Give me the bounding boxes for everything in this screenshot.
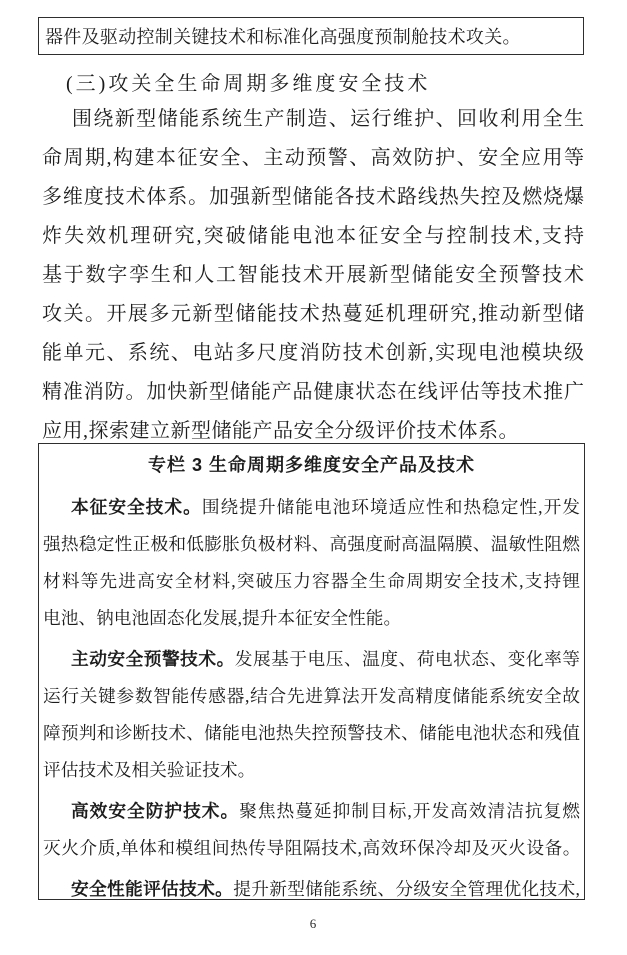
previous-panel-continuation-box [38, 17, 584, 55]
body-paragraph [42, 100, 584, 451]
body-line: 能单元、系统、电站多尺度消防技术创新,实现电池模块级 [42, 342, 584, 364]
page-number: 6 [309, 916, 318, 931]
body-line: 多维度技术体系。加强新型储能各技术路线热失控及燃烧爆 [42, 186, 584, 208]
column-panel-3 [38, 443, 585, 900]
panel-line-text: 发展基于电压、温度、荷电状态、变化率等 [234, 649, 580, 669]
panel-line: 评估技术及相关验证技术。 [43, 760, 256, 780]
panel-content [43, 451, 580, 900]
body-line: 炸失效机理研究,突破储能电池本征安全与控制技术,支持 [42, 225, 584, 247]
panel-line [43, 641, 580, 678]
section-heading: (三)攻关全生命周期多维度安全技术 [66, 73, 431, 95]
panel-line: 障预判和诊断技术、储能电池热失控预警技术、储能电池状态和残值 [43, 723, 580, 743]
panel-line-text: 聚焦热蔓延抑制目标,开发高效清洁抗复燃 [239, 801, 580, 821]
body-line: 精准消防。加快新型储能产品健康状态在线评估等技术推广 [42, 381, 584, 403]
panel-line: 材料等先进高安全材料,突破压力容器全生命周期安全技术,支持锂 [43, 571, 580, 591]
panel-line [43, 871, 580, 900]
panel-paragraph [43, 871, 580, 900]
panel-line: 电池、钠电池固态化发展,提升本征安全性能。 [43, 608, 402, 628]
panel-line: 灭火介质,单体和模组间热传导阻隔技术,高效环保冷却及灭火设备。 [43, 838, 580, 858]
panel-paragraph-lead: 安全性能评估技术。 [71, 879, 234, 899]
body-line: 命周期,构建本征安全、主动预警、高效防护、安全应用等 [42, 147, 584, 169]
panel-line-text: 围绕提升储能电池环境适应性和热稳定性,开发 [201, 497, 580, 517]
body-line: 攻关。开展多元新型储能技术热蔓延机理研究,推动新型储 [42, 303, 584, 325]
panel-paragraph [43, 793, 580, 867]
panel-paragraph-lead: 本征安全技术。 [71, 497, 202, 517]
panel-line: 强热稳定性正极和低膨胀负极材料、高强度耐高温隔膜、温敏性阻燃 [43, 534, 580, 554]
panel-paragraph-lead: 主动安全预警技术。 [71, 649, 235, 669]
panel-line-text: 提升新型储能系统、分级安全管理优化技术, [233, 879, 580, 899]
panel-line [43, 793, 580, 830]
panel-line [43, 489, 580, 526]
panel-paragraph [43, 641, 580, 789]
body-line: 围绕新型储能系统生产制造、运行维护、回收利用全生 [72, 108, 584, 130]
panel-title: 专栏 3 生命周期多维度安全产品及技术 [147, 455, 475, 475]
body-line: 基于数字孪生和人工智能技术开展新型储能安全预警技术 [42, 264, 584, 286]
panel-paragraph [43, 489, 580, 637]
body-line: 应用,探索建立新型储能产品安全分级评价技术体系。 [42, 420, 519, 442]
panel-line: 运行关键参数智能传感器,结合先进算法开发高精度储能系统安全故 [43, 686, 580, 706]
panel-paragraph-lead: 高效安全防护技术。 [71, 801, 240, 821]
top-box-text: 器件及驱动控制关键技术和标准化高强度预制舱技术攻关。 [45, 27, 521, 47]
